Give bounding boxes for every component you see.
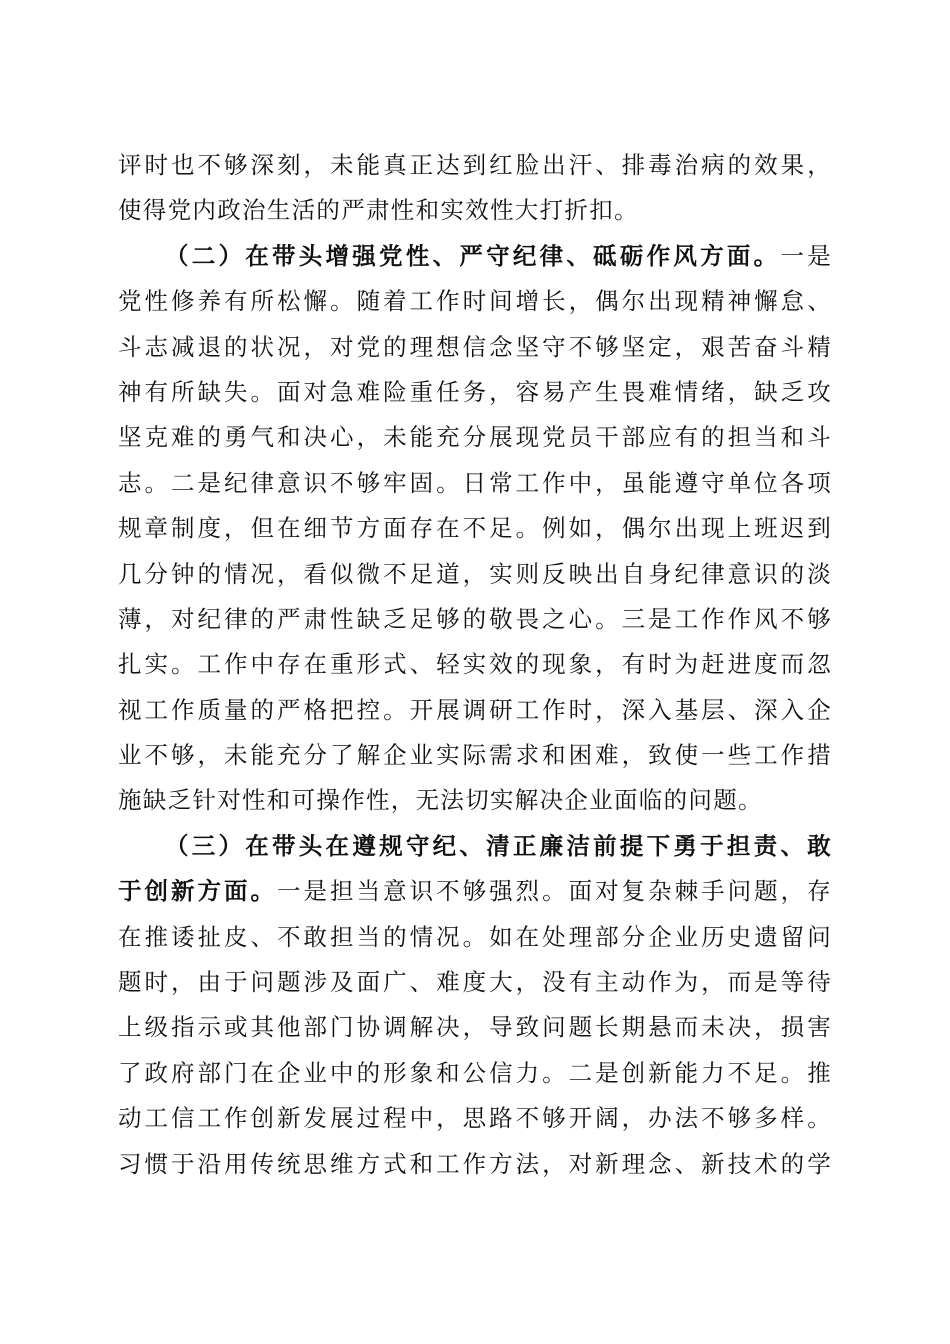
text-line [118, 370, 832, 415]
body-text-segment: 扎实。工作中存在重形式、轻实效的现象，有时为赶进度而忽 [118, 650, 832, 679]
body-text-segment: 施缺乏针对性和可操作性，无法切实解决企业面临的问题。 [118, 786, 763, 815]
text-line [118, 461, 832, 506]
text-line [118, 869, 832, 914]
body-text-segment: 动工信工作创新发展过程中，思路不够开阔，办法不够多样。 [118, 1104, 832, 1133]
body-text-segment: 志。二是纪律意识不够牢固。日常工作中，虽能遵守单位各项 [118, 468, 832, 497]
body-text-segment: 在推诿扯皮、不敢担当的情况。如在处理部分企业历史遗留问 [118, 922, 832, 951]
text-line [118, 506, 832, 551]
body-text-segment: 党性修养有所松懈。随着工作时间增长，偶尔出现精神懈怠、 [118, 287, 832, 316]
text-line [118, 143, 832, 188]
text-line [118, 1051, 832, 1096]
body-text-segment: 使得党内政治生活的严肃性和实效性大打折扣。 [118, 196, 639, 225]
text-line [118, 778, 832, 823]
body-text-segment: 规章制度，但在细节方面存在不足。例如，偶尔出现上班迟到 [118, 514, 832, 543]
body-text-segment: 上级指示或其他部门协调解决，导致问题长期悬而未决，损害 [118, 1013, 832, 1042]
body-text-segment: 题时，由于问题涉及面广、难度大，没有主动作为，而是等待 [118, 968, 832, 997]
text-line [118, 188, 832, 233]
body-text-segment: 斗志减退的状况，对党的理想信念坚守不够坚定，艰苦奋斗精 [118, 332, 832, 361]
text-line [118, 415, 832, 460]
body-text-segment: 业不够，未能充分了解企业实际需求和困难，致使一些工作措 [118, 741, 832, 770]
body-text-segment: 视工作质量的严格把控。开展调研工作时，深入基层、深入企 [118, 695, 832, 724]
body-text-segment: 神有所缺失。面对急难险重任务，容易产生畏难情绪，缺乏攻 [118, 377, 832, 406]
text-line [118, 915, 832, 960]
body-text-segment: 坚克难的勇气和决心，未能充分展现党员干部应有的担当和斗 [118, 423, 832, 452]
heading-text: （二）在带头增强党性、严守纪律、砥砺作风方面。 [165, 241, 781, 270]
text-line [118, 279, 832, 324]
body-text-segment: 了政府部门在企业中的形象和公信力。二是创新能力不足。推 [118, 1058, 832, 1087]
text-line [118, 688, 832, 733]
text-line [118, 325, 832, 370]
text-line [118, 642, 832, 687]
body-text [118, 143, 832, 1187]
text-line [118, 234, 832, 279]
text-line [118, 1096, 832, 1141]
text-line [118, 960, 832, 1005]
text-line [118, 824, 832, 869]
text-line [118, 597, 832, 642]
body-text-segment: 一是担当意识不够强烈。面对复杂棘手问题，存 [277, 877, 832, 906]
text-line [118, 733, 832, 778]
text-line [118, 1005, 832, 1050]
body-text-segment: 评时也不够深刻，未能真正达到红脸出汗、排毒治病的效果， [118, 151, 832, 179]
text-line [118, 1142, 832, 1187]
body-text-segment: 习惯于沿用传统思维方式和工作方法，对新理念、新技术的学 [118, 1149, 832, 1178]
heading-text: 于创新方面。 [118, 877, 278, 906]
body-text-segment: 薄，对纪律的严肃性缺乏足够的敬畏之心。三是工作作风不够 [118, 604, 832, 633]
heading-text: （三）在带头在遵规守纪、清正廉洁前提下勇于担责、敢 [165, 831, 832, 860]
text-line [118, 552, 832, 597]
body-text-segment: 一是 [780, 241, 832, 270]
body-text-segment: 几分钟的情况，看似微不足道，实则反映出自身纪律意识的淡 [118, 559, 832, 588]
